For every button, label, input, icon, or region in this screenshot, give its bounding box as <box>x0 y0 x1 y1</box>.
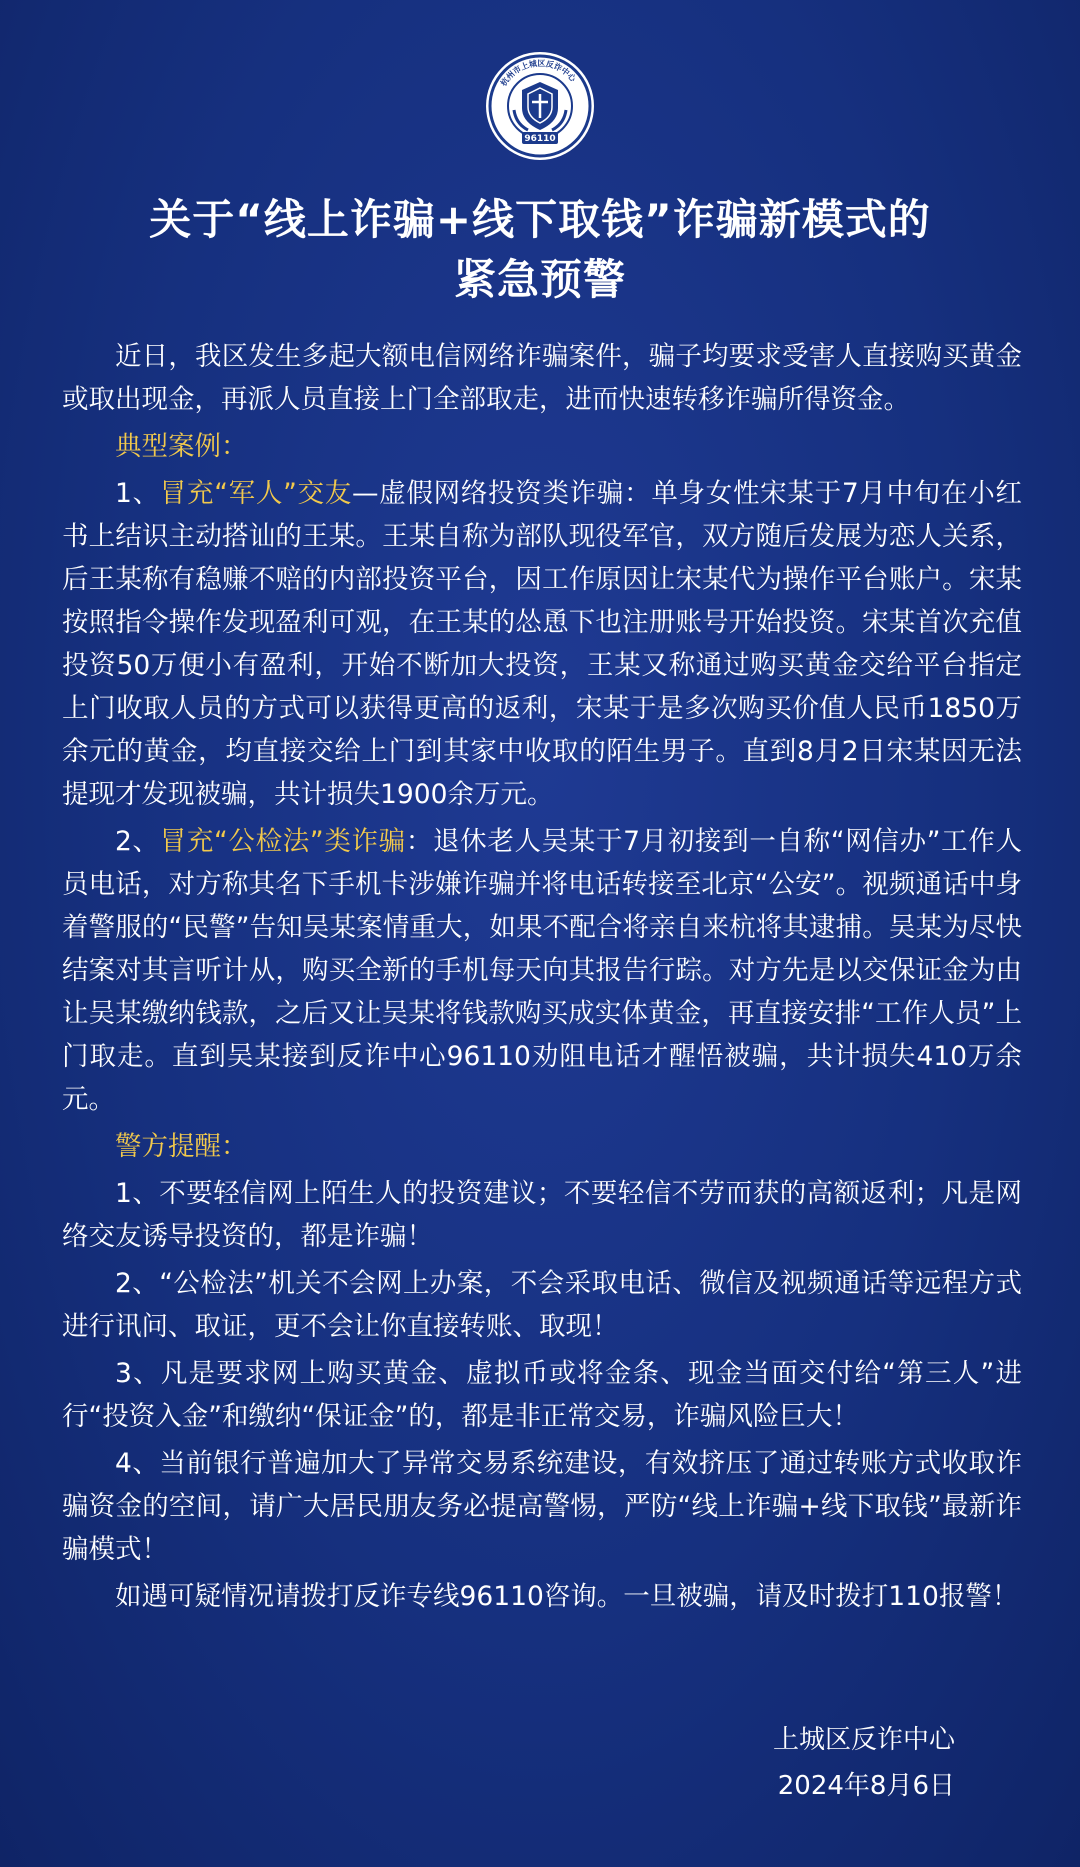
tip-item: 3、凡是要求网上购买黄金、虚拟币或将金条、现金当面交付给“第三人”进行“投资入金”和缴纳“保证金”的，都是非正常交易，诈骗风险巨大！ <box>62 1358 1022 1432</box>
case-1-number: 1、 <box>115 478 160 509</box>
anti-fraud-center-emblem-icon <box>484 50 596 162</box>
case-2-text: ：退休老人吴某于7月初接到一自称“网信办”工作人员电话，对方称其名下手机卡涉嫌诈骗并将电话转接至北京“公安”。视频通话中身着警服的“民警”告知吴某案情重大，如果不配合将亲自来杭将其逮捕。吴某为尽快结案对其言听计从，购买全新的手机每天向其报告行踪。对方先是以交保证金为由让吴某缴纳钱款，之后又让吴某将钱款购买成实体黄金，再直接安排“工作人员”上门取走。直到吴某接到反诈中心96110劝阻电话才醒悟被骗，共计损失410万余元。 <box>62 826 1022 1115</box>
notice-title-line2: 紧急预警 <box>453 255 626 304</box>
case-1-highlight: 冒充“军人”交友 <box>159 478 352 509</box>
emblem-number: 96110 <box>524 134 556 144</box>
notice-title <box>40 190 1040 310</box>
tips-heading: 警方提醒： <box>115 1131 248 1162</box>
case-1-paragraph <box>62 472 1022 816</box>
issuing-organization: 上城区反诈中心 <box>772 1725 955 1755</box>
tip-item: 2、“公检法”机关不会网上办案，不会采取电话、微信及视频通话等远程方式进行讯问、取证，更不会让你直接转账、取现！ <box>62 1268 1022 1342</box>
tip-item: 1、不要轻信网上陌生人的投资建议；不要轻信不劳而获的高额返利；凡是网络交友诱导投资的，都是诈骗！ <box>62 1178 1022 1252</box>
emblem-ring-text: 杭州市上城区反诈中心 <box>499 58 578 88</box>
intro-paragraph: 近日，我区发生多起大额电信网络诈骗案件，骗子均要求受害人直接购买黄金或取出现金，再派人员直接上门全部取走，进而快速转移诈骗所得资金。 <box>62 341 1022 415</box>
case-2-paragraph <box>62 820 1022 1121</box>
notice-title-line1: 关于“线上诈骗+线下取钱”诈骗新模式的 <box>149 195 931 244</box>
signature-block <box>773 1717 955 1809</box>
closing-paragraph: 如遇可疑情况请拨打反诈专线96110咨询。一旦被骗，请及时拨打110报警！ <box>115 1581 1019 1612</box>
case-2-number: 2、 <box>115 826 160 857</box>
notice-body <box>62 335 1022 1622</box>
tip-item: 4、当前银行普遍加大了异常交易系统建设，有效挤压了通过转账方式收取诈骗资金的空间，请广大居民朋友务必提高警惕，严防“线上诈骗+线下取钱”最新诈骗模式！ <box>62 1448 1022 1565</box>
case-1-text: —虚假网络投资类诈骗：单身女性宋某于7月中旬在小红书上结识主动搭讪的王某。王某自称为部队现役军官，双方随后发展为恋人关系，后王某称有稳赚不赔的内部投资平台，因工作原因让宋某代为操作平台账户。宋某按照指令操作发现盈利可观，在王某的怂恿下也注册账号开始投资。宋某首次充值投资50万便小有盈利，开始不断加大投资，王某又称通过购买黄金交给平台指定上门收取人员的方式可以获得更高的返利，宋某于是多次购买价值人民币1850万余元的黄金，均直接交给上门到其家中收取的陌生男子。直到8月2日宋某因无法提现才发现被骗，共计损失1900余万元。 <box>62 478 1022 810</box>
case-2-highlight: 冒充“公检法”类诈骗 <box>159 826 406 857</box>
cases-heading: 典型案例： <box>115 431 248 462</box>
issue-date: 2024年8月6日 <box>777 1771 955 1801</box>
